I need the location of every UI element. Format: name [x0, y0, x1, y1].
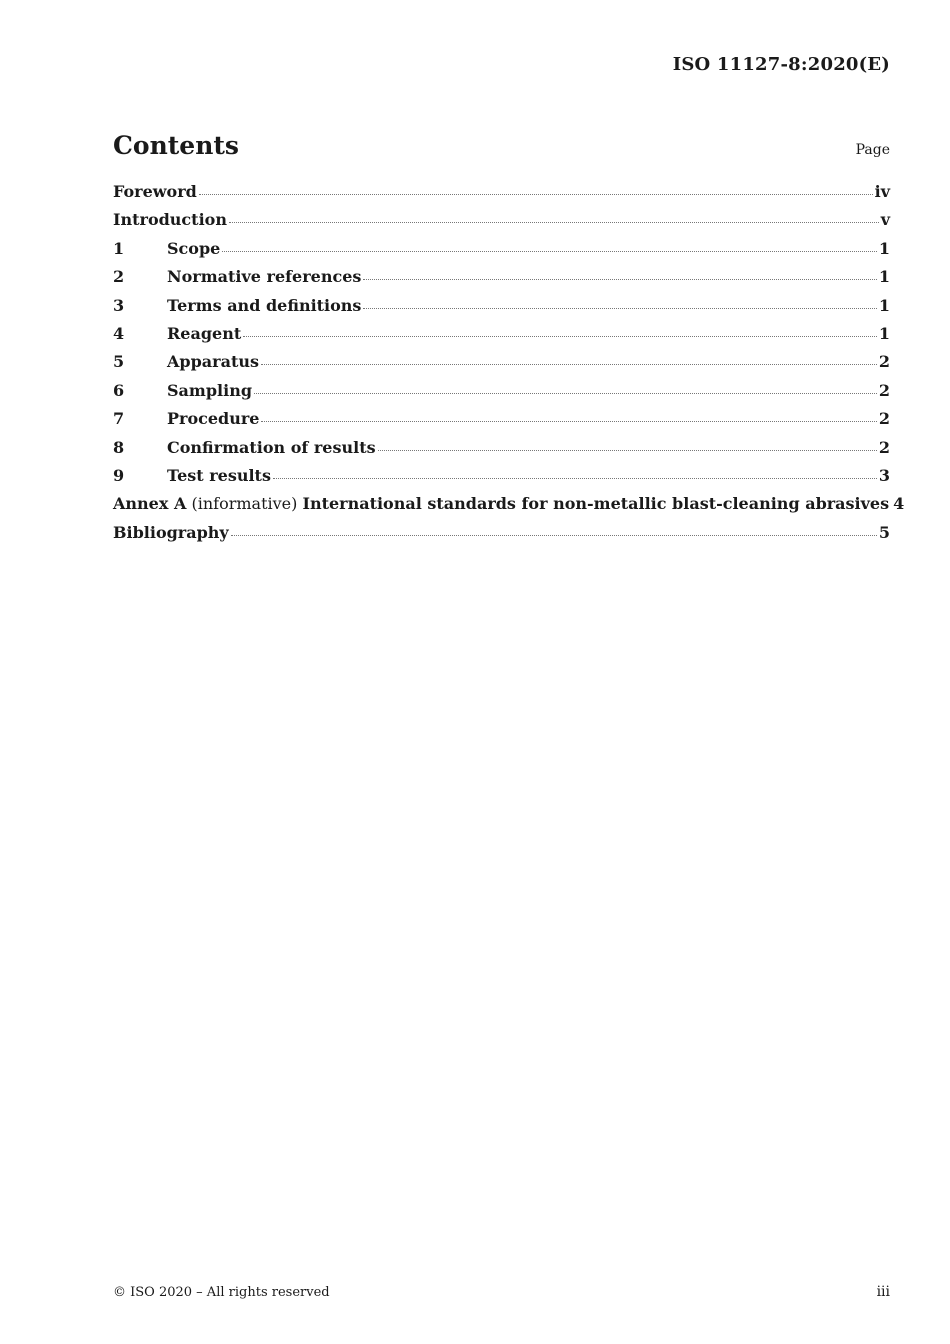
- toc-entry-page: iv: [874, 182, 890, 201]
- annex-type: (informative): [191, 494, 298, 514]
- toc-entry-reagent[interactable]: [113, 324, 890, 352]
- toc-entry-procedure[interactable]: [113, 409, 890, 437]
- toc-entry-number: 5: [113, 352, 125, 372]
- toc-dot-leader: [363, 308, 876, 309]
- toc-entry-page: v: [880, 210, 890, 230]
- toc-entry-foreword[interactable]: [113, 182, 890, 210]
- page-column-label: Page: [855, 142, 890, 158]
- toc-entry-confirmation-of-results[interactable]: [113, 438, 890, 466]
- toc-entry-number: 9: [113, 465, 125, 485]
- toc-entry-page: 3: [878, 465, 890, 485]
- contents-title: Contents: [113, 131, 240, 160]
- toc-entry-bibliography[interactable]: [113, 523, 890, 551]
- toc-entry-number: 7: [113, 409, 125, 429]
- toc-dot-leader: [378, 450, 877, 451]
- footer-page-number: iii: [876, 1284, 890, 1300]
- toc-entry-title: Confirmation of results: [167, 437, 376, 457]
- toc-entry-number: 3: [113, 295, 125, 315]
- toc-entry-number: 4: [113, 323, 125, 343]
- toc-entry-number: 1: [113, 238, 125, 258]
- toc-entry-title: Foreword: [113, 182, 197, 201]
- toc-entry-title: Reagent: [167, 323, 242, 343]
- toc-entry-title: Sampling: [167, 380, 253, 400]
- toc-entry-page: 5: [878, 522, 890, 542]
- toc-entry-page: 1: [878, 323, 890, 343]
- toc-entry-title: Bibliography: [113, 522, 229, 542]
- toc-entry-title: Normative references: [167, 267, 362, 287]
- footer-copyright: © ISO 2020 – All rights reserved: [113, 1285, 330, 1300]
- toc-entry-title: Apparatus: [167, 352, 259, 372]
- toc-entry-annex-a[interactable]: [113, 494, 905, 522]
- toc-entry-apparatus[interactable]: [113, 352, 890, 380]
- toc-entry-page: 2: [878, 380, 890, 400]
- toc-entry-sampling[interactable]: [113, 381, 890, 409]
- toc-dot-leader: [199, 194, 873, 195]
- toc-entry-title: Scope: [167, 238, 221, 258]
- toc-entry-page: 2: [878, 437, 890, 457]
- toc-entry-number: 6: [113, 380, 125, 400]
- toc-entry-test-results[interactable]: [113, 466, 890, 494]
- toc-entry-number: 8: [113, 437, 125, 457]
- toc-dot-leader: [363, 279, 876, 280]
- toc-dot-leader: [222, 251, 877, 252]
- annex-prefix: Annex A: [113, 494, 187, 514]
- toc-dot-leader: [231, 535, 877, 536]
- toc-entry-page: 1: [878, 267, 890, 287]
- toc-dot-leader: [254, 393, 877, 394]
- toc-dot-leader: [243, 336, 877, 337]
- toc-dot-leader: [229, 222, 879, 223]
- table-of-contents: [113, 182, 905, 551]
- toc-entry-title: Procedure: [167, 409, 260, 429]
- toc-entry-page: 2: [878, 409, 890, 429]
- toc-entry-number: 2: [113, 267, 125, 287]
- toc-dot-leader: [261, 421, 876, 422]
- toc-entry-page: 1: [878, 295, 890, 315]
- document-id: ISO 11127-8:2020(E): [672, 54, 890, 75]
- toc-entry-title: Introduction: [113, 210, 227, 230]
- toc-entry-page: 4: [893, 494, 905, 514]
- toc-entry-title: Terms and definitions: [167, 295, 362, 315]
- toc-entry-title: Test results: [167, 465, 271, 485]
- annex-title: International standards for non-metallic blast-cleaning abrasives: [302, 494, 890, 514]
- toc-entry-terms-and-definitions[interactable]: [113, 296, 890, 324]
- toc-entry-page: 1: [878, 238, 890, 258]
- toc-dot-leader: [261, 364, 877, 365]
- toc-entry-scope[interactable]: [113, 239, 890, 267]
- toc-dot-leader: [273, 478, 877, 479]
- toc-entry-page: 2: [878, 352, 890, 372]
- toc-entry-normative-references[interactable]: [113, 267, 890, 295]
- toc-entry-introduction[interactable]: [113, 210, 890, 238]
